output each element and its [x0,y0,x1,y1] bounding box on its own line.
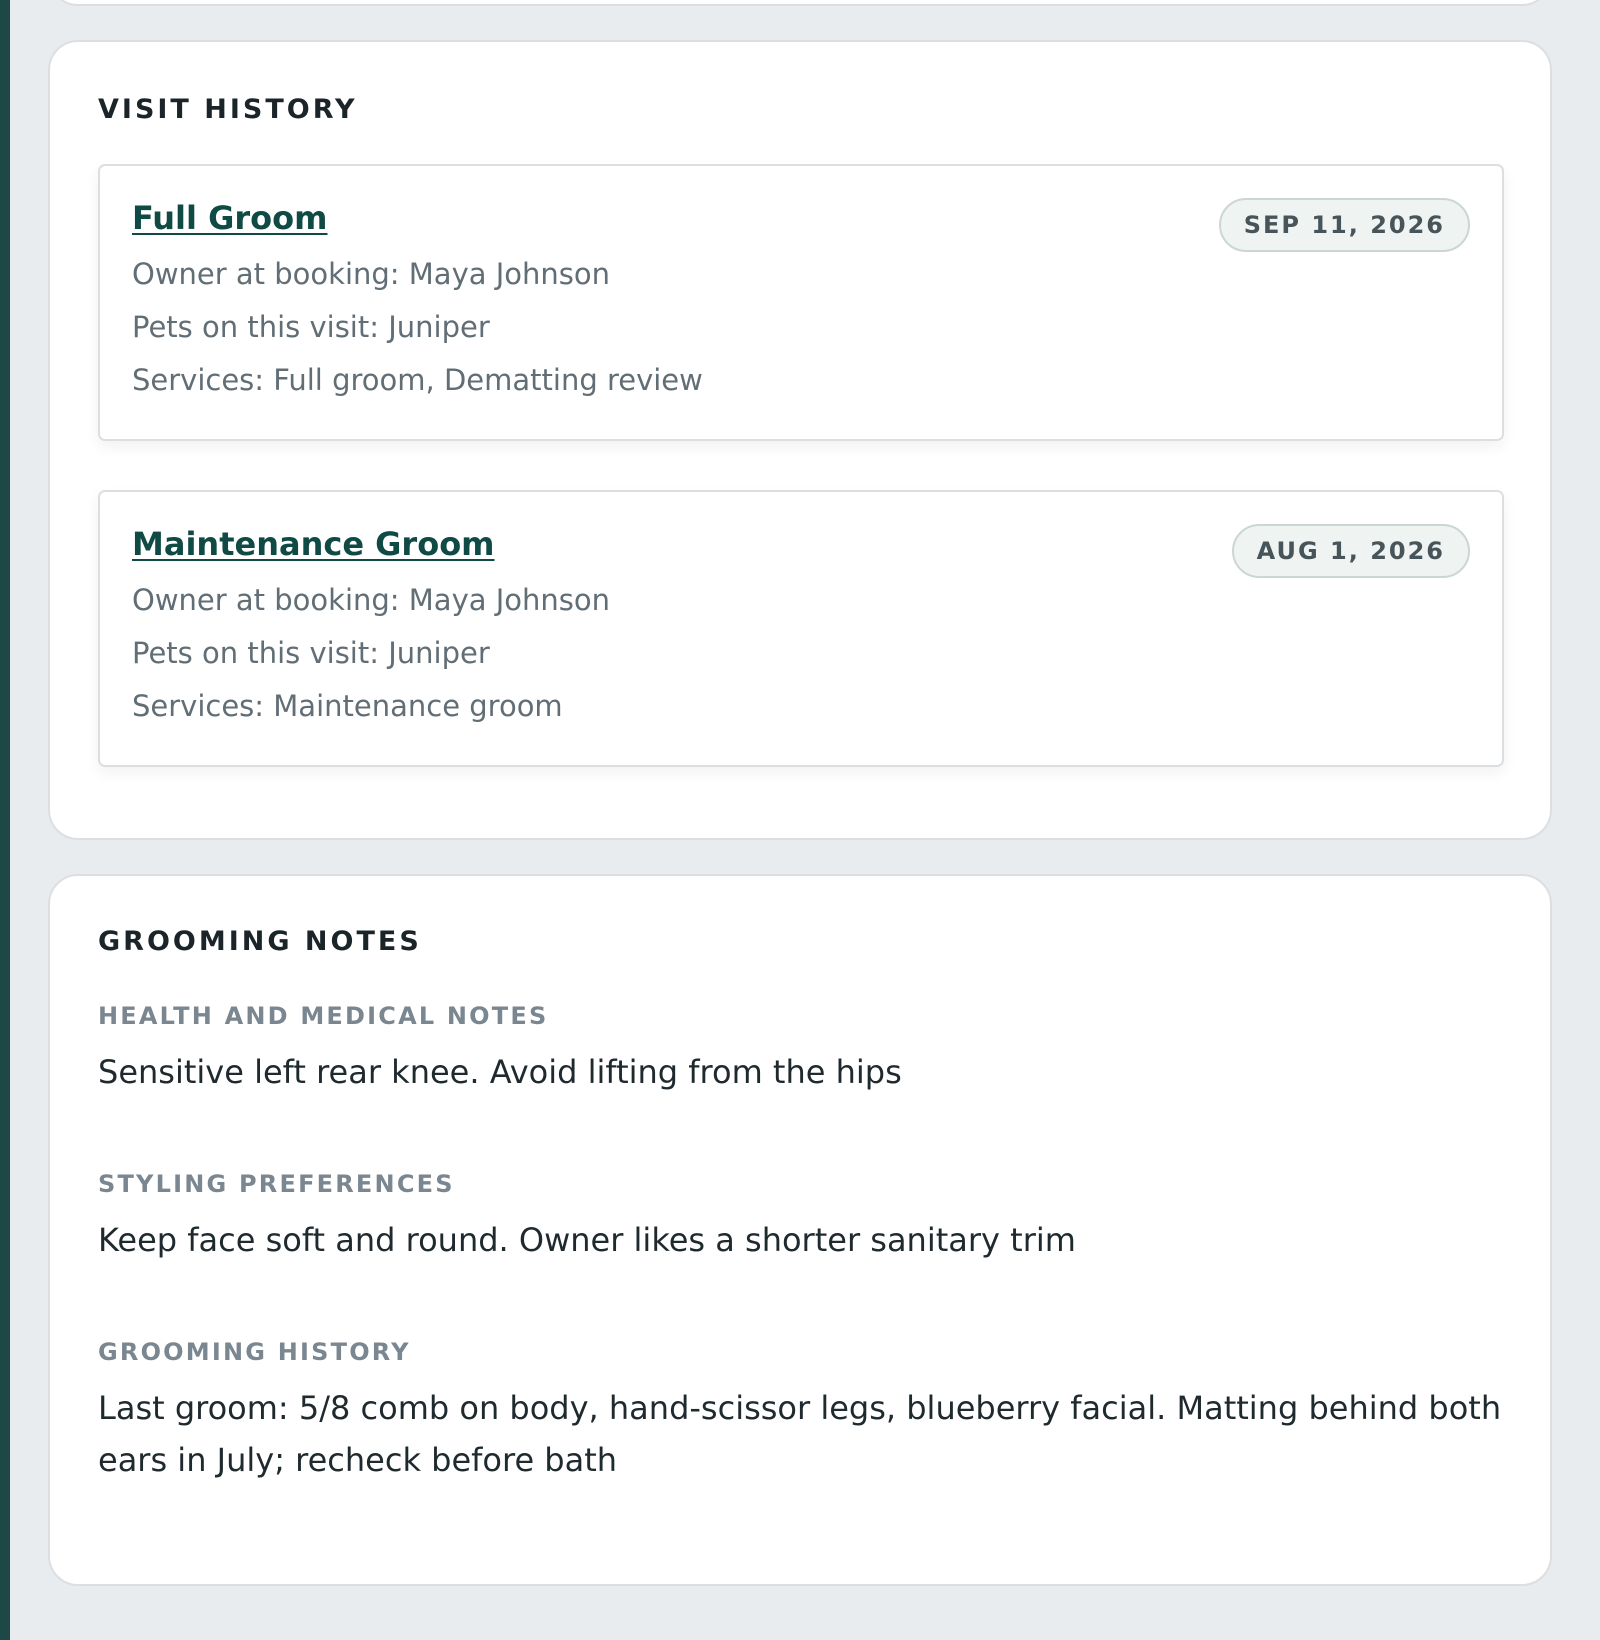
visit-services: Services: Full groom, Dematting review [132,363,703,397]
visit-pets: Pets on this visit: Juniper [132,636,490,670]
grooming-history-text: Last groom: 5/8 comb on body, hand-scissor legs, blueberry facial. Matting behind both ears in July; recheck before bath [98,1389,1502,1479]
grooming-history-label: GROOMING HISTORY [98,1338,411,1366]
styling-preferences-label: STYLING PREFERENCES [98,1170,455,1198]
visit-owner: Owner at booking: Maya Johnson [132,257,611,291]
visit-card [98,490,1504,767]
visit-pets: Pets on this visit: Juniper [132,310,490,344]
visit-services: Services: Maintenance groom [132,689,563,723]
visit-card [98,164,1504,441]
app-sidebar-edge [0,0,10,1640]
previous-section-card [48,0,1552,6]
visit-date-badge: AUG 1, 2026 [1232,524,1470,578]
grooming-notes-title: GROOMING NOTES [98,926,422,957]
visit-history-title: VISIT HISTORY [98,94,358,125]
grooming-notes-card [48,874,1552,1586]
health-notes-label: HEALTH AND MEDICAL NOTES [98,1002,549,1030]
visit-title-link[interactable]: Maintenance Groom [132,525,495,563]
visit-date-badge: SEP 11, 2026 [1219,198,1470,252]
health-notes-text: Sensitive left rear knee. Avoid lifting from the hips [98,1053,902,1091]
styling-preferences-text: Keep face soft and round. Owner likes a shorter sanitary trim [98,1221,1076,1259]
visit-history-card [48,40,1552,840]
visit-owner: Owner at booking: Maya Johnson [132,583,611,617]
visit-title-link[interactable]: Full Groom [132,199,328,237]
